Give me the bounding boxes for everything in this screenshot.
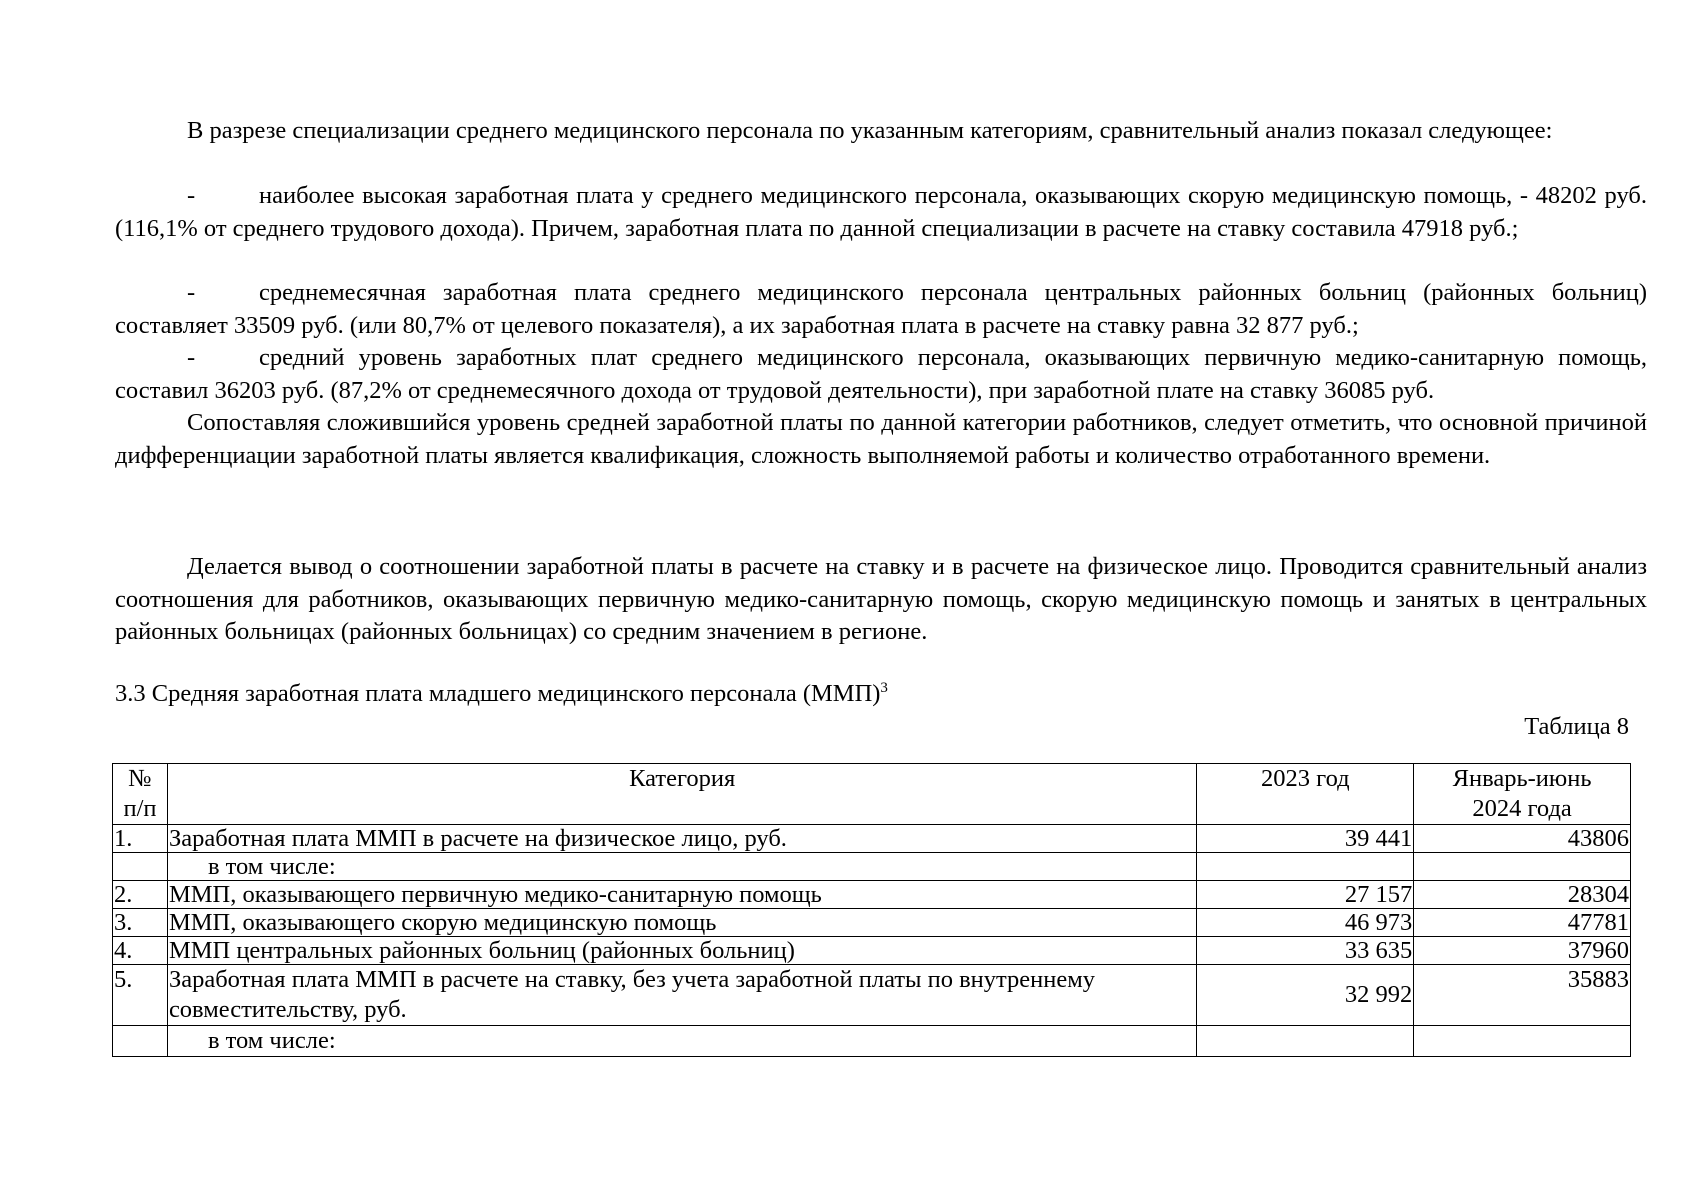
cell-2023: 33 635 bbox=[1197, 937, 1414, 965]
paragraph-conclusion: Сопоставляя сложившийся уровень средней заработной платы по данной категории работников, следует отметить, что основной причиной дифференциации заработной платы является квалификация, сложность выполняемой работы и количество отработанного времени. bbox=[115, 409, 1647, 469]
bullet-dash: - bbox=[187, 182, 196, 209]
cell-2024: 28304 bbox=[1414, 881, 1631, 909]
footnote-mark: 3 bbox=[880, 679, 888, 696]
table-row bbox=[113, 825, 1631, 853]
cell-2023: 27 157 bbox=[1197, 881, 1414, 909]
bullet-text: среднемесячная заработная плата среднего медицинского персонала центральных районных больниц (районных больниц) составляет 33509 руб. (или 80,7% от целевого показателя), а их заработная плата в расчете на ставку равна 32 877 руб.; bbox=[115, 279, 1647, 339]
table-row bbox=[113, 853, 1631, 881]
cell-number: 4. bbox=[113, 937, 168, 965]
cell-category: Заработная плата ММП в расчете на физическое лицо, руб. bbox=[167, 825, 1197, 853]
table-header-row bbox=[113, 764, 1631, 825]
cell-2023: 32 992 bbox=[1197, 965, 1414, 1026]
cell-2024: 43806 bbox=[1414, 825, 1631, 853]
cell-2024 bbox=[1414, 853, 1631, 881]
cell-2024: 47781 bbox=[1414, 909, 1631, 937]
bullet-item-primary-care bbox=[115, 342, 1647, 407]
cell-2024 bbox=[1414, 1026, 1631, 1057]
cell-number bbox=[113, 1026, 168, 1057]
bullet-item-emergency bbox=[115, 180, 1647, 245]
cell-2023: 39 441 bbox=[1197, 825, 1414, 853]
bullet-dash: - bbox=[187, 344, 196, 371]
cell-2024: 37960 bbox=[1414, 937, 1631, 965]
cell-number bbox=[113, 853, 168, 881]
cell-2024: 35883 bbox=[1414, 965, 1631, 1026]
header-2024-line2: 2024 года bbox=[1472, 795, 1572, 822]
cell-category: ММП, оказывающего скорую медицинскую помощь bbox=[167, 909, 1197, 937]
cell-number: 2. bbox=[113, 881, 168, 909]
header-2023: 2023 год bbox=[1197, 764, 1414, 825]
header-2024 bbox=[1414, 764, 1631, 825]
cell-category: ММП центральных районных больниц (районных больниц) bbox=[167, 937, 1197, 965]
cell-category: в том числе: bbox=[167, 1026, 1197, 1057]
cell-2023 bbox=[1197, 1026, 1414, 1057]
table-row bbox=[113, 965, 1631, 1026]
paragraph-intro: В разрезе специализации среднего медицинского персонала по указанным категориям, сравнительный анализ показал следующее: bbox=[187, 117, 1553, 144]
bullet-item-district-hospitals bbox=[115, 277, 1647, 342]
table-caption: Таблица 8 bbox=[1524, 713, 1629, 740]
section-heading bbox=[115, 678, 888, 710]
header-number-line1: № bbox=[128, 765, 152, 792]
table-row bbox=[113, 937, 1631, 965]
section-heading-text: 3.3 Средняя заработная плата младшего медицинского персонала (ММП) bbox=[115, 680, 881, 707]
cell-category: Заработная плата ММП в расчете на ставку, без учета заработной платы по внутреннему совместительству, руб. bbox=[167, 965, 1197, 1026]
bullet-text: наиболее высокая заработная плата у среднего медицинского персонала, оказывающих скорую медицинскую помощь, - 48202 руб. (116,1% от среднего трудового дохода). Причем, заработная плата по данной специализации в расчете на ставку составила 47918 руб.; bbox=[115, 182, 1647, 242]
header-number bbox=[113, 764, 168, 825]
table-row bbox=[113, 1026, 1631, 1057]
cell-category: в том числе: bbox=[167, 853, 1197, 881]
cell-number: 1. bbox=[113, 825, 168, 853]
header-number-line2: п/п bbox=[123, 795, 157, 822]
bullet-dash: - bbox=[187, 279, 196, 306]
table-row bbox=[113, 909, 1631, 937]
cell-number: 3. bbox=[113, 909, 168, 937]
salary-table bbox=[112, 763, 1631, 1057]
header-2024-line1: Январь-июнь bbox=[1452, 765, 1592, 792]
bullet-text: средний уровень заработных плат среднего медицинского персонала, оказывающих первичную медико-санитарную помощь, составил 36203 руб. (87,2% от среднемесячного дохода от трудовой деятельности), при заработной плате на ставку 36085 руб. bbox=[115, 344, 1647, 404]
cell-number: 5. bbox=[113, 965, 168, 1026]
cell-2023 bbox=[1197, 853, 1414, 881]
paragraph-ratio-analysis: Делается вывод о соотношении заработной платы в расчете на ставку и в расчете на физическое лицо. Проводится сравнительный анализ соотношения для работников, оказывающих первичную медико-санитарную помощь, скорую медицинскую помощь и занятых в центральных районных больницах (районных больницах) со средним значением в регионе. bbox=[115, 553, 1647, 645]
cell-category: ММП, оказывающего первичную медико-санитарную помощь bbox=[167, 881, 1197, 909]
table-row bbox=[113, 881, 1631, 909]
header-category: Категория bbox=[167, 764, 1197, 825]
cell-2023: 46 973 bbox=[1197, 909, 1414, 937]
